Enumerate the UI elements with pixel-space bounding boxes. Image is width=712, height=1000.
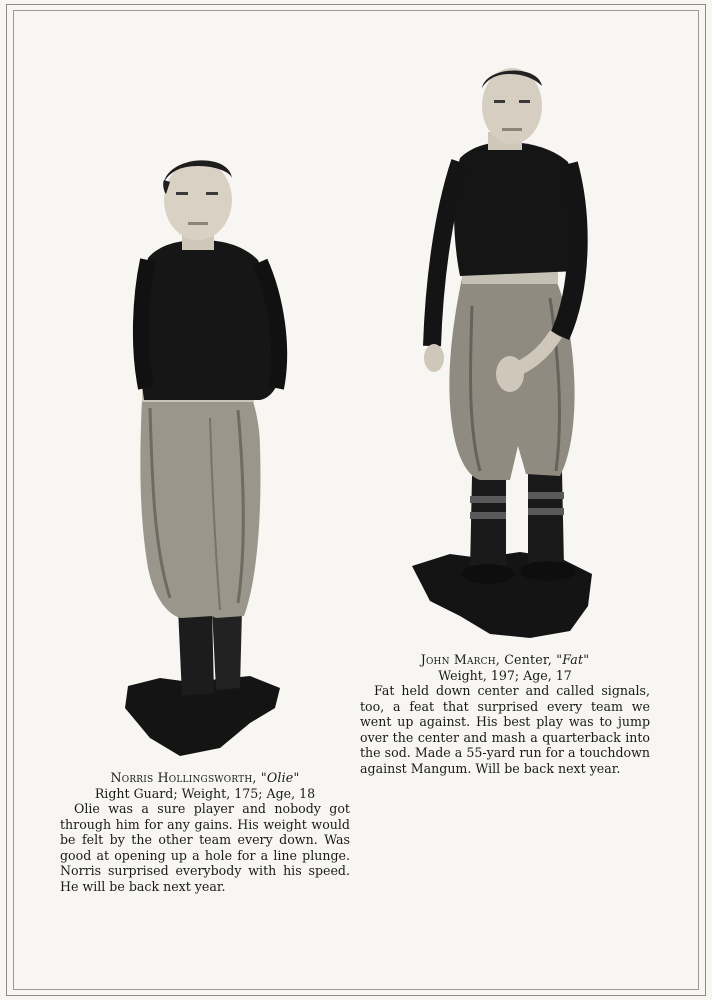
player-position: Center,: [504, 652, 552, 667]
player-name: John March,: [420, 652, 500, 667]
player-photo-hollingsworth: [120, 148, 295, 758]
player-stats: Right Guard; Weight, 175; Age, 18: [94, 785, 316, 801]
player-nickname: "Fat": [556, 652, 590, 667]
player-photo-march: [410, 66, 595, 641]
caption-march: [360, 652, 650, 776]
caption-hollingsworth: [60, 770, 350, 894]
player-stats: Weight, 197; Age, 17: [438, 667, 572, 683]
player-name: Norris Hollingsworth,: [110, 770, 257, 785]
player-name-line: [360, 652, 650, 668]
player-bio: Fat held down center and called signals, too, a feat that surprised every team we went up against. His best play was to jump over the center and mash a quarterback into the sod. Made a 55-yard run for a touchdown against Mangum. Will be back next year.: [360, 683, 650, 776]
player-nickname: "Olie": [260, 770, 300, 785]
player-name-line: [60, 770, 350, 786]
player-bio: Olie was a sure player and nobody got through him for any gains. His weight would be felt by the other team every down. Was good at opening up a hole for a line plunge. Norris surprised everybody with his speed. He will be back next year.: [60, 801, 350, 894]
